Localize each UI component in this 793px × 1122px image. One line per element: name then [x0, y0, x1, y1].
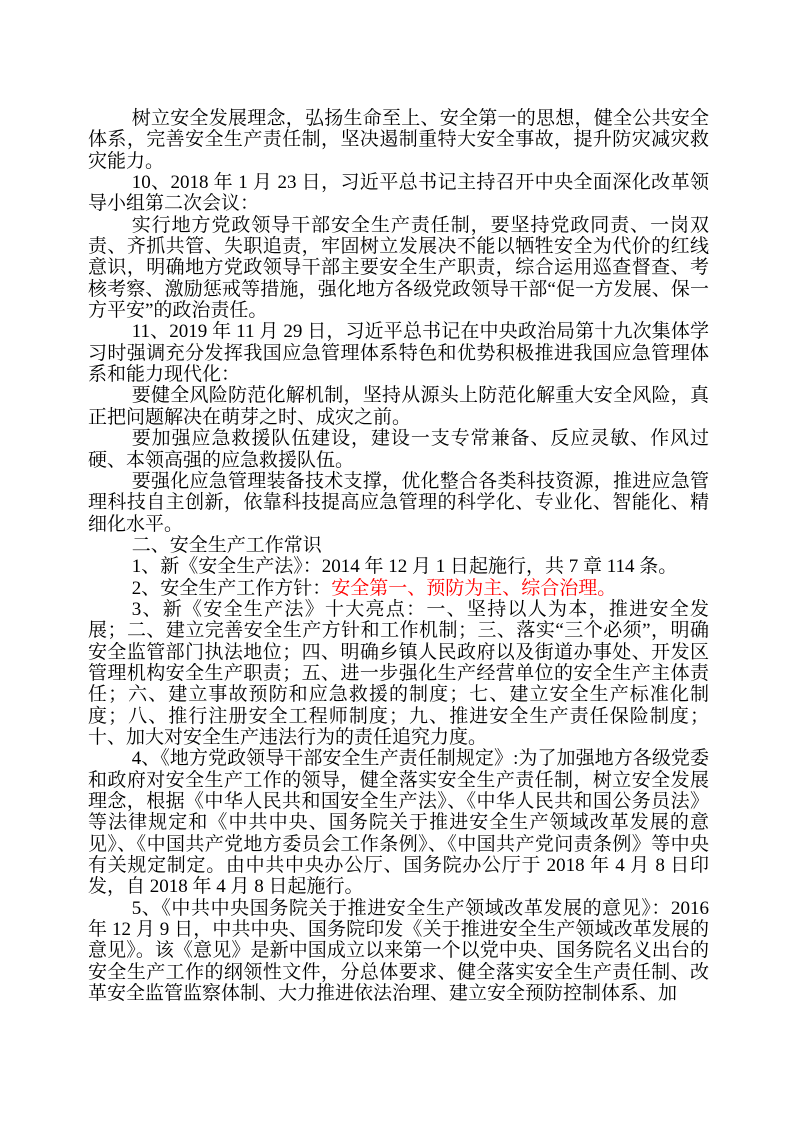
document-body	[88, 108, 709, 1004]
paragraph	[88, 108, 709, 172]
paragraph	[88, 471, 709, 535]
text-segment: 3、新《安全生产法》十大亮点：一、坚持以人为本，推进安全发展；二、建立完善安全生产方针和工作机制；三、落实“三个必须”，明确安全监管部门执法地位；四、明确乡镇人民政府以及街道办事处、开发区管理机构安全生产职责；五、进一步强化生产经营单位的安全生产主体责任；六、建立事故预防和应急救援的制度；七、建立安全生产标准化制度；八、推行注册安全工程师制度；九、推进安全生产责任保险制度；十、加大对安全生产违法行为的责任追究力度。	[88, 598, 709, 748]
paragraph	[88, 172, 709, 215]
text-segment: 1、新《安全生产法》：2014 年 12 月 1 日起施行，共 7 章 114 条。	[131, 556, 678, 578]
text-segment: 11、2019 年 11 月 29 日，习近平总书记在中央政治局第十九次集体学习时强调充分发挥我国应急管理体系特色和优势积极推进我国应急管理体系和能力现代化：	[88, 321, 709, 386]
paragraph	[88, 385, 709, 428]
paragraph	[88, 535, 709, 556]
paragraph	[88, 599, 709, 748]
paragraph	[88, 321, 709, 385]
text-segment: 要加强应急救援队伍建设，建设一支专常兼备、反应灵敏、作风过硬、本领高强的应急救援队伍。	[88, 428, 709, 471]
text-segment: 10、2018 年 1 月 23 日，习近平总书记主持召开中央全面深化改革领导小组第二次会议：	[88, 172, 709, 215]
paragraph	[88, 556, 709, 577]
text-segment: 树立安全发展理念，弘扬生命至上、安全第一的思想，健全公共安全体系，完善安全生产责任制，坚决遏制重特大安全事故，提升防灾减灾救灾能力。	[88, 108, 709, 172]
paragraph	[88, 748, 709, 897]
paragraph	[88, 215, 709, 322]
highlighted-text-segment: 安全第一、预防为主、综合治理。	[331, 577, 617, 599]
text-segment: 5、《中共中央国务院关于推进安全生产领域改革发展的意见》：2016 年 12 月 9 日，中共中央、国务院印发《关于推进安全生产领域改革发展的意见》。该《意见》是新中国成立以来第一个以党中央、国务院名义出台的安全生产工作的纲领性文件，分总体要求、健全落实安全生产责任制、改革安全监管监察体制、大力推进依法治理、建立安全预防控制体系、加	[88, 897, 709, 1005]
paragraph	[88, 578, 709, 599]
text-segment: 要健全风险防范化解机制，坚持从源头上防范化解重大安全风险，真正把问题解决在萌芽之时、成灾之前。	[88, 385, 709, 428]
text-segment: 4、《地方党政领导干部安全生产责任制规定》:为了加强地方各级党委和政府对安全生产工作的领导，健全落实安全生产责任制，树立安全发展理念，根据《中华人民共和国安全生产法》、《中华人民共和国公务员法》等法律规定和《中共中央、国务院关于推进安全生产领域改革发展的意见》、《中国共产党地方委员会工作条例》、《中国共产党问责条例》等中央有关规定制定。由中共中央办公厅、国务院办公厅于 2018 年 4 月 8 日印发，自 2018 年 4 月 8 日起施行。	[88, 748, 709, 898]
paragraph	[88, 428, 709, 471]
paragraph	[88, 898, 709, 1005]
text-segment: 实行地方党政领导干部安全生产责任制，要坚持党政同责、一岗双责、齐抓共管、失职追责，牢固树立发展决不能以牺牲安全为代价的红线意识，明确地方党政领导干部主要安全生产职责，综合运用巡查督查、考核考察、激励惩戒等措施，强化地方各级党政领导干部“促一方发展、保一方平安”的政治责任。	[88, 214, 709, 322]
text-segment: 二、安全生产工作常识	[131, 534, 322, 556]
text-segment: 2、安全生产工作方针：	[131, 577, 332, 599]
text-segment: 要强化应急管理装备技术支撑，优化整合各类科技资源，推进应急管理科技自主创新，依靠科技提高应急管理的科学化、专业化、智能化、精细化水平。	[88, 470, 709, 535]
